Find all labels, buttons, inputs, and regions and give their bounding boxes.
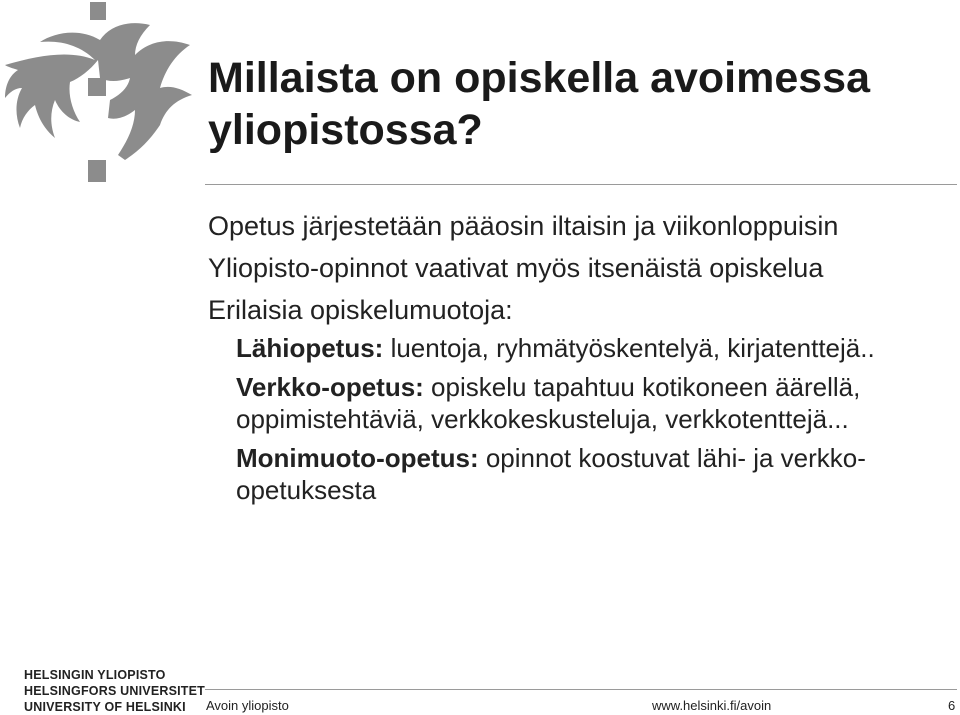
university-name-fi: HELSINGIN YLIOPISTO	[24, 668, 166, 682]
university-name-logo	[24, 667, 205, 715]
page-number: 6	[948, 698, 956, 713]
footer-url-link[interactable]: www.helsinki.fi/avoin	[652, 698, 772, 713]
subbullet-term: Monimuoto-opetus:	[236, 443, 479, 473]
title-divider	[205, 184, 957, 185]
subbullet-term: Verkko-opetus:	[236, 372, 424, 402]
bullet-teaching-times: Opetus järjestetään pääosin iltaisin ja viikonloppuisin	[208, 211, 839, 241]
subbullet-blended-teaching	[236, 442, 948, 506]
university-name-sv: HELSINGFORS UNIVERSITET	[24, 684, 206, 698]
bullet-independent-study: Yliopisto-opinnot vaativat myös itsenäistä opiskelua	[208, 253, 824, 283]
slide-title: Millaista on opiskella avoimessa yliopistossa?	[208, 54, 871, 154]
footer-department: Avoin yliopisto	[206, 698, 289, 713]
bullet-study-modes: Erilaisia opiskelumuotoja:	[208, 295, 513, 325]
subbullet-online-teaching	[236, 371, 948, 435]
university-flame-logo-icon	[0, 0, 200, 200]
subbullet-term: Lähiopetus:	[236, 333, 384, 363]
slide-body	[208, 208, 948, 513]
subbullet-text: opiskelu tapahtuu kotikoneen äärellä, oppimistehtäviä, verkkokeskusteluja, verkkotenttejä...	[236, 372, 861, 434]
footer-divider	[205, 689, 957, 690]
subbullet-contact-teaching	[236, 332, 948, 364]
subbullet-text: luentoja, ryhmätyöskentelyä, kirjatenttejä..	[383, 333, 875, 363]
university-name-en: UNIVERSITY OF HELSINKI	[24, 700, 186, 714]
subbullet-text: opinnot koostuvat lähi- ja verkko-opetuksesta	[236, 443, 866, 505]
